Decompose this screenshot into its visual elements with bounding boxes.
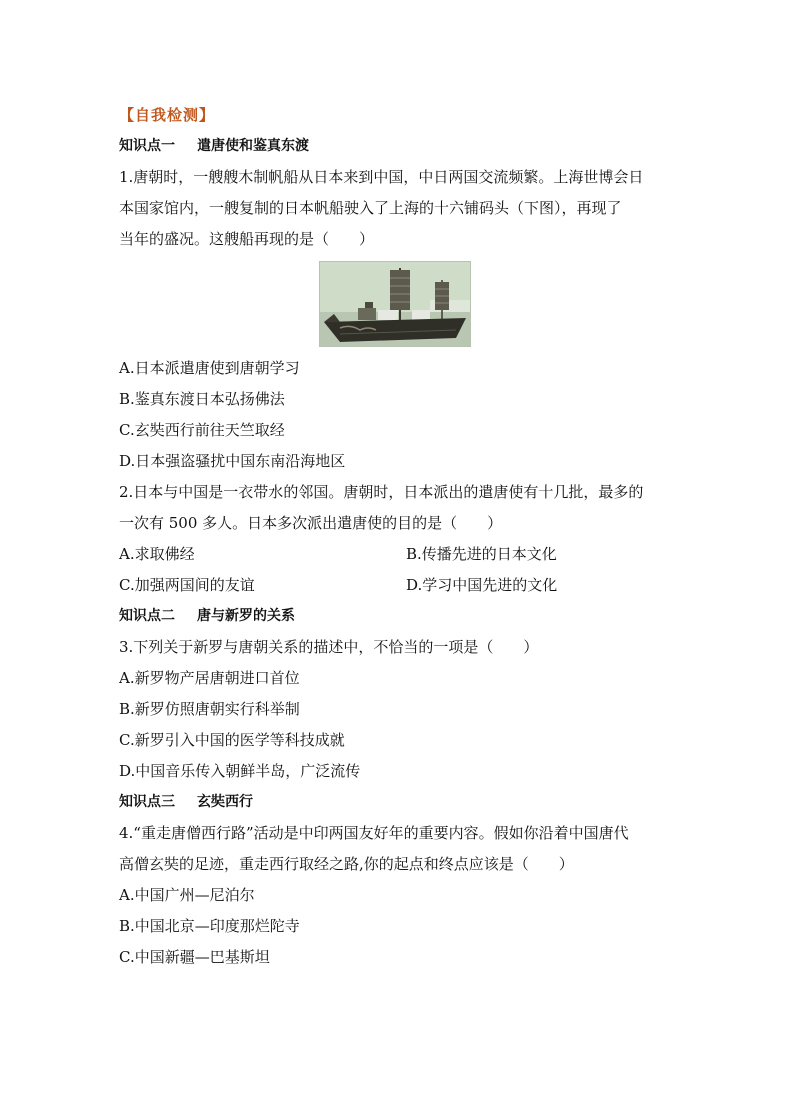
kp2-topic: 唐与新罗的关系 xyxy=(197,608,295,624)
q1-option-b[interactable]: B.鉴真东渡日本弘扬佛法 xyxy=(119,390,285,408)
sailing-ship-figure xyxy=(319,261,471,347)
question-2-options xyxy=(119,539,679,601)
q1-option-c[interactable]: C.玄奘西行前往天竺取经 xyxy=(119,421,285,439)
question-1-line-2: 本国家馆内，一艘复制的日本帆船驶入了上海的十六铺码头（下图），再现了 xyxy=(119,199,622,217)
question-4-line-2: 高僧玄奘的足迹，重走西行取经之路,你的起点和终点应该是（ ） xyxy=(119,855,574,873)
question-1 xyxy=(119,162,679,255)
question-4-options xyxy=(119,880,679,973)
question-4 xyxy=(119,818,679,880)
q3-option-d[interactable]: D.中国音乐传入朝鲜半岛，广泛流传 xyxy=(119,762,361,780)
q2-option-a[interactable]: A.求取佛经 xyxy=(119,545,195,563)
q1-option-a[interactable]: A.日本派遣唐使到唐朝学习 xyxy=(119,359,300,377)
q2-option-b[interactable]: B.传播先进的日本文化 xyxy=(406,545,557,563)
knowledge-point-1-heading xyxy=(119,131,679,162)
question-1-line-1: 1.唐朝时，一艘艘木制帆船从日本来到中国，中日两国交流频繁。上海世博会日 xyxy=(119,168,644,186)
q4-option-b[interactable]: B.中国北京—印度那烂陀寺 xyxy=(119,917,300,935)
question-2 xyxy=(119,477,679,539)
section-title: 【自我检测】 xyxy=(119,106,216,124)
knowledge-point-3-heading xyxy=(119,787,679,818)
question-2-line-2: 一次有 500 多人。日本多次派出遣唐使的目的是（ ） xyxy=(119,514,503,532)
kp3-topic: 玄奘西行 xyxy=(197,794,253,810)
q2-options-row-2 xyxy=(119,570,679,601)
kp1-label: 知识点一 xyxy=(119,138,175,154)
question-1-line-3: 当年的盛况。这艘船再现的是（ ） xyxy=(119,230,375,248)
kp3-label: 知识点三 xyxy=(119,794,175,810)
question-1-options xyxy=(119,353,679,477)
q2-options-row-1 xyxy=(119,539,679,570)
sailing-ship-image xyxy=(320,262,470,346)
question-3 xyxy=(119,632,679,663)
question-3-options xyxy=(119,663,679,787)
knowledge-point-2-heading xyxy=(119,601,679,632)
question-2-line-1: 2.日本与中国是一衣带水的邻国。唐朝时，日本派出的遣唐使有十几批，最多的 xyxy=(119,483,644,501)
kp1-topic: 遣唐使和鉴真东渡 xyxy=(197,138,309,154)
q4-option-c[interactable]: C.中国新疆—巴基斯坦 xyxy=(119,948,270,966)
q4-option-a[interactable]: A.中国广州—尼泊尔 xyxy=(119,886,255,904)
question-4-line-1: 4.“重走唐僧西行路”活动是中印两国友好年的重要内容。假如你沿着中国唐代 xyxy=(119,824,629,842)
question-3-line-1: 3.下列关于新罗与唐朝关系的描述中，不恰当的一项是（ ） xyxy=(119,638,539,656)
q1-option-d[interactable]: D.日本强盗骚扰中国东南沿海地区 xyxy=(119,452,346,470)
kp2-label: 知识点二 xyxy=(119,608,175,624)
q2-option-c[interactable]: C.加强两国间的友谊 xyxy=(119,576,255,594)
q3-option-c[interactable]: C.新罗引入中国的医学等科技成就 xyxy=(119,731,345,749)
q3-option-b[interactable]: B.新罗仿照唐朝实行科举制 xyxy=(119,700,300,718)
worksheet-content xyxy=(119,100,679,973)
q2-option-d[interactable]: D.学习中国先进的文化 xyxy=(406,576,558,594)
q3-option-a[interactable]: A.新罗物产居唐朝进口首位 xyxy=(119,669,300,687)
